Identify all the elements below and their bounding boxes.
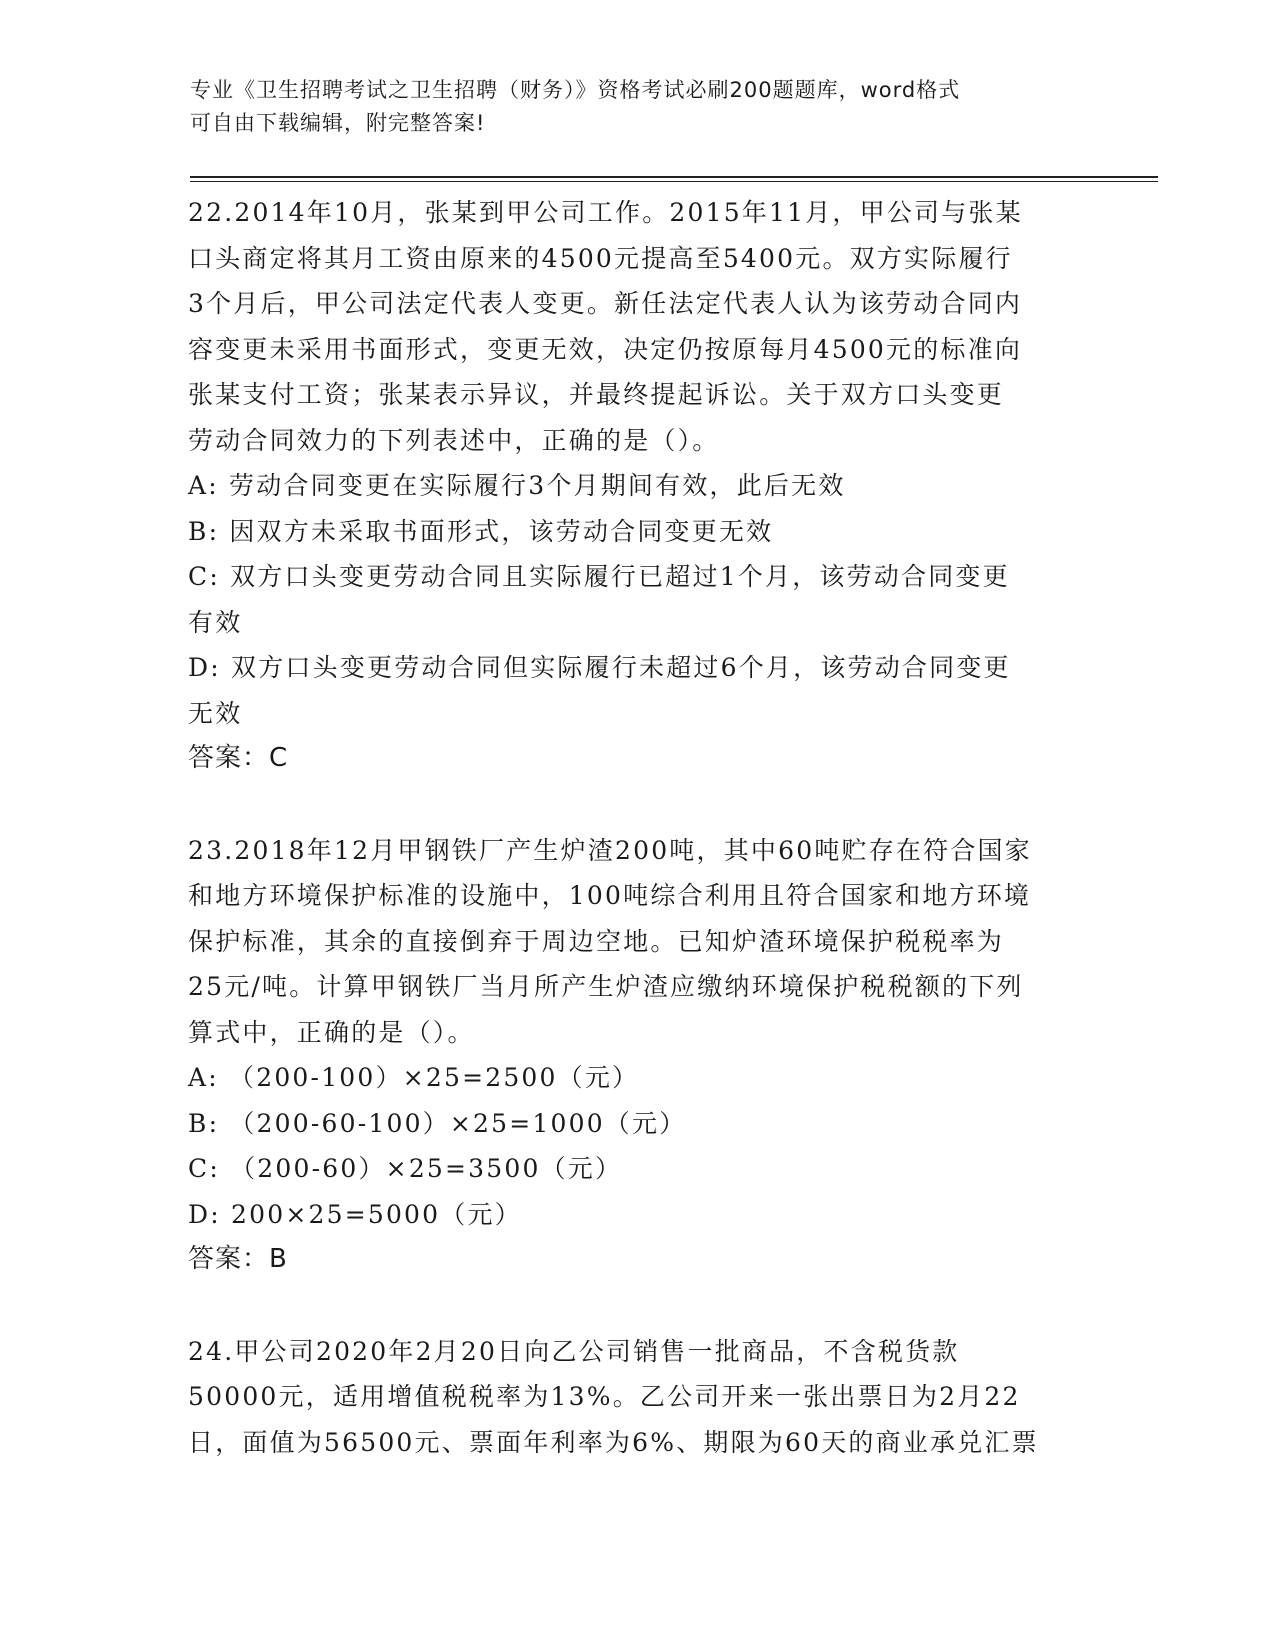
question-line: 和地方环境保护标准的设施中，100吨综合利用且符合国家和地方环境 — [188, 881, 1032, 910]
option-c-continued: 有效 — [188, 607, 243, 637]
question-line: 50000元，适用增值税税率为13%。乙公司开来一张出票日为2月22 — [188, 1382, 1021, 1411]
question-line: 劳动合同效力的下列表述中，正确的是（）。 — [188, 425, 720, 455]
question-line: 3个月后，甲公司法定代表人变更。新任法定代表人认为该劳动合同内 — [188, 289, 1023, 318]
question-line: 22.2014年10月，张某到甲公司工作。2015年11月，甲公司与张某 — [188, 198, 1023, 227]
question-spacer — [188, 782, 1088, 828]
question-spacer — [188, 1283, 1088, 1329]
option-c: C: 双方口头变更劳动合同且实际履行已超过1个月，该劳动合同变更 — [188, 562, 1010, 591]
answer-line: 答案：B — [188, 1244, 288, 1274]
question-line: 口头商定将其月工资由原来的4500元提高至5400元。双方实际履行 — [188, 243, 1013, 273]
header-divider-thin — [190, 181, 1158, 182]
question-line: 容变更未采用书面形式，变更无效，决定仍按原每月4500元的标准向 — [188, 334, 1023, 364]
question-line: 24.甲公司2020年2月20日向乙公司销售一批商品，不含税货款 — [188, 1336, 960, 1366]
option-d-continued: 无效 — [188, 698, 243, 728]
question-line: 23.2018年12月甲钢铁厂产生炉渣200吨，其中60吨贮存在符合国家 — [188, 835, 1032, 865]
option-d: D: 200×25=5000（元） — [188, 1199, 522, 1229]
header-title-line: 专业《卫生招聘考试之卫生招聘（财务）》资格考试必刷200题题库，word格式 — [190, 78, 961, 102]
option-b: B: （200-60-100）×25=1000（元） — [188, 1108, 687, 1138]
option-b: B: 因双方未采取书面形式，该劳动合同变更无效 — [188, 516, 774, 546]
option-a: A: 劳动合同变更在实际履行3个月期间有效，此后无效 — [188, 471, 846, 500]
question-line: 张某支付工资；张某表示异议，并最终提起诉讼。关于双方口头变更 — [188, 380, 1005, 409]
option-d: D: 双方口头变更劳动合同但实际履行未超过6个月，该劳动合同变更 — [188, 653, 1011, 682]
question-23 — [188, 828, 1088, 1283]
answer-line: 答案：C — [188, 743, 289, 773]
option-a: A: （200-100）×25=2500（元） — [188, 1063, 640, 1092]
header-subtitle-line: 可自由下载编辑，附完整答案! — [190, 111, 486, 135]
question-line: 算式中，正确的是（）。 — [188, 1017, 475, 1047]
document-header — [190, 74, 1090, 140]
question-line: 25元/吨。计算甲钢铁厂当月所产生炉渣应缴纳环境保护税税额的下列 — [188, 972, 1024, 1001]
header-divider — [190, 176, 1158, 178]
question-24 — [188, 1329, 1088, 1466]
option-c: C: （200-60）×25=3500（元） — [188, 1154, 623, 1183]
document-body — [188, 190, 1088, 1465]
question-line: 日，面值为56500元、票面年利率为6%、期限为60天的商业承兑汇票 — [188, 1427, 1039, 1457]
question-line: 保护标准，其余的直接倒弃于周边空地。已知炉渣环境保护税税率为 — [188, 926, 1005, 956]
question-22 — [188, 190, 1088, 782]
